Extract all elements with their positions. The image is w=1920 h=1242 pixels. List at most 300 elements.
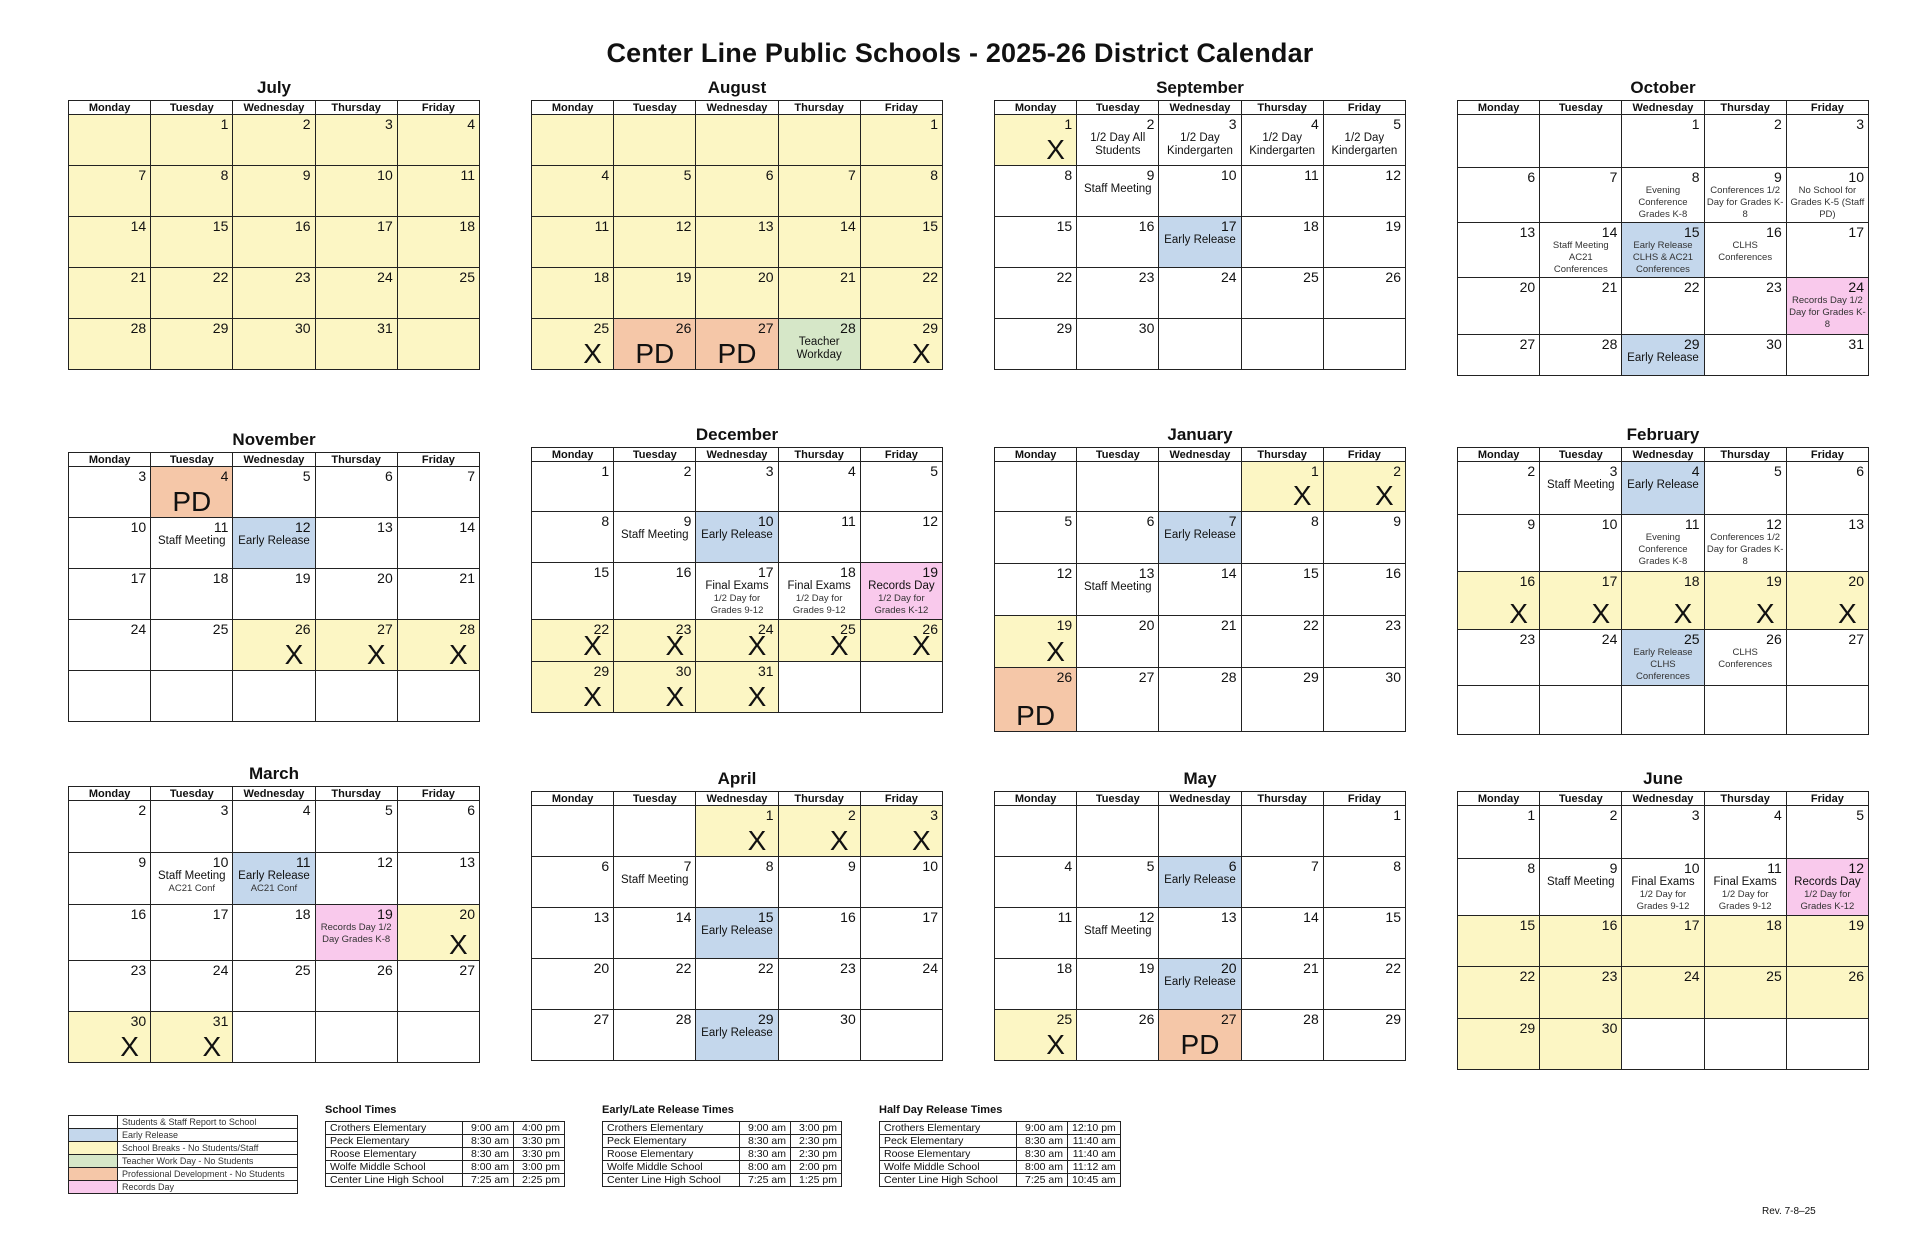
day-cell	[614, 806, 696, 857]
day-cell	[315, 467, 397, 518]
day-cell	[614, 563, 696, 620]
day-cell	[69, 217, 151, 268]
day-number: 9	[1527, 516, 1536, 532]
event-label: Staff Meeting	[1547, 479, 1615, 491]
day-cell	[1622, 630, 1704, 686]
weekday-header: Friday	[397, 101, 479, 115]
day-cell	[532, 115, 614, 166]
day-number: 16	[1385, 565, 1401, 581]
start-time: 8:30 am	[463, 1148, 514, 1161]
day-number: 19	[1138, 960, 1155, 976]
day-number: 4	[1773, 807, 1782, 823]
day-number: 6	[1228, 858, 1237, 874]
day-cell	[315, 905, 397, 961]
half-day-times-table	[879, 1104, 1121, 1187]
event-note: 1/2 Day for Grades K-12	[874, 593, 929, 616]
month-table	[994, 791, 1406, 1061]
day-cell	[397, 166, 479, 217]
weekday-header: Friday	[860, 448, 942, 462]
day-number: 7	[847, 167, 856, 183]
day-number: 12	[1848, 860, 1864, 876]
day-number: 18	[294, 906, 311, 922]
day-cell	[151, 671, 233, 722]
day-cell	[1159, 1010, 1241, 1061]
day-number: 7	[1310, 858, 1319, 874]
day-number: 26	[922, 621, 938, 637]
day-cell	[1622, 1019, 1704, 1070]
page-title: Center Line Public Schools - 2025-26 District Calendar	[606, 38, 1314, 68]
times-row	[326, 1135, 565, 1148]
school-times-table	[325, 1104, 565, 1187]
day-number: 24	[377, 269, 393, 285]
day-number: 25	[1056, 1011, 1073, 1027]
day-number: 29	[1056, 320, 1073, 336]
day-cell	[1622, 916, 1704, 967]
event-note: Early Release CLHS & AC21 Conferences	[1632, 240, 1694, 275]
month-june	[1457, 769, 1869, 1070]
day-cell	[69, 467, 151, 518]
day-number: 4	[1691, 463, 1700, 479]
day-number: 20	[1519, 279, 1536, 295]
month-may	[994, 769, 1406, 1061]
day-number: 16	[1519, 573, 1536, 589]
end-time: 10:45 am	[1068, 1174, 1121, 1187]
day-cell	[696, 217, 778, 268]
day-number: 17	[130, 570, 147, 586]
day-number: 9	[302, 167, 311, 183]
event-label: 1/2 Day Kindergarten	[1167, 132, 1233, 157]
day-number: 5	[683, 167, 692, 183]
day-cell	[1323, 217, 1405, 268]
day-number: 25	[840, 621, 856, 637]
day-number: 22	[1683, 279, 1700, 295]
month-september	[994, 78, 1406, 370]
times-row	[326, 1161, 565, 1174]
day-cell	[1540, 278, 1622, 335]
day-number: 20	[1138, 617, 1155, 633]
day-number: 7	[467, 468, 475, 484]
no-school-mark: X	[1046, 1029, 1065, 1060]
no-school-mark: X	[120, 1031, 139, 1062]
day-cell	[1704, 686, 1786, 735]
end-time: 2:25 pm	[514, 1174, 565, 1187]
day-number: 1	[220, 116, 229, 132]
day-cell	[1622, 168, 1704, 223]
day-cell	[532, 959, 614, 1010]
day-number: 27	[459, 962, 475, 978]
day-cell	[1540, 806, 1622, 859]
weekday-header: Friday	[1323, 448, 1405, 462]
revision-note: Rev. 7-8–25	[1762, 1206, 1816, 1217]
day-cell	[233, 115, 315, 166]
day-number: 5	[302, 468, 311, 484]
weekday-header: Thursday	[1241, 101, 1323, 115]
weekday-header: Thursday	[1241, 792, 1323, 806]
day-cell	[397, 467, 479, 518]
day-cell	[1323, 462, 1405, 512]
day-cell	[614, 662, 696, 713]
legend-swatch	[69, 1168, 118, 1181]
day-number: 20	[1848, 573, 1864, 589]
times-title: School Times	[325, 1104, 397, 1116]
times-row	[880, 1174, 1121, 1187]
day-cell	[397, 518, 479, 569]
pd-mark: PD	[717, 338, 757, 369]
day-number: 17	[922, 909, 938, 925]
month-table	[68, 786, 480, 1063]
times-row	[603, 1174, 842, 1187]
day-cell	[1323, 857, 1405, 908]
event-label: Staff Meeting	[1084, 183, 1152, 195]
day-cell	[1323, 564, 1405, 616]
day-cell	[995, 959, 1077, 1010]
day-number: 15	[593, 564, 610, 580]
weekday-header: Monday	[69, 787, 151, 801]
month-april	[531, 769, 943, 1061]
day-cell	[397, 217, 479, 268]
day-number: 22	[1303, 617, 1319, 633]
day-number: 26	[1138, 1011, 1155, 1027]
end-time: 3:30 pm	[514, 1148, 565, 1161]
day-number: 3	[1691, 807, 1700, 823]
day-number: 11	[460, 167, 475, 183]
day-number: 26	[1385, 269, 1401, 285]
day-number: 27	[593, 1011, 610, 1027]
month-table	[1457, 447, 1869, 735]
day-number: 17	[757, 564, 774, 580]
times-grid	[325, 1121, 565, 1187]
end-time: 11:12 am	[1068, 1161, 1121, 1174]
day-cell	[397, 268, 479, 319]
day-cell	[1323, 959, 1405, 1010]
day-number: 30	[840, 1011, 856, 1027]
event-note: Conferences 1/2 Day for Grades K-8	[1706, 532, 1784, 567]
day-number: 31	[377, 320, 393, 336]
day-cell	[860, 563, 942, 620]
day-number: 24	[757, 621, 774, 637]
day-cell	[315, 1012, 397, 1063]
day-cell	[1323, 166, 1405, 217]
weekday-header: Monday	[1458, 792, 1540, 806]
day-number: 22	[593, 621, 610, 637]
weekday-header: Friday	[1786, 448, 1868, 462]
start-time: 8:30 am	[740, 1135, 791, 1148]
day-number: 26	[377, 962, 393, 978]
day-cell	[1241, 166, 1323, 217]
day-number: 23	[1766, 279, 1782, 295]
day-number: 19	[1848, 917, 1864, 933]
day-cell	[1241, 564, 1323, 616]
day-number: 28	[1220, 669, 1237, 685]
day-number: 20	[757, 269, 774, 285]
day-number: 2	[1773, 116, 1782, 132]
day-cell	[532, 217, 614, 268]
event-label: Staff Meeting	[621, 874, 689, 886]
day-number: 4	[302, 802, 311, 818]
day-cell	[1704, 630, 1786, 686]
day-cell	[995, 166, 1077, 217]
day-number: 3	[1856, 116, 1864, 132]
event-label: 1/2 Day All Students	[1090, 132, 1146, 157]
day-cell	[1077, 115, 1159, 166]
day-cell	[315, 801, 397, 853]
day-number: 11	[841, 513, 856, 529]
month-table	[531, 447, 943, 713]
day-number: 22	[1519, 968, 1536, 984]
day-cell	[1458, 967, 1540, 1019]
day-number: 16	[1601, 917, 1618, 933]
day-number: 28	[459, 621, 475, 637]
day-cell	[233, 620, 315, 671]
day-cell	[532, 857, 614, 908]
day-number: 14	[840, 218, 856, 234]
day-cell	[315, 268, 397, 319]
day-number: 11	[213, 519, 229, 535]
month-table	[68, 100, 480, 370]
event-note: Records Day 1/2 Day for Grades K-8	[1789, 295, 1866, 330]
day-number: 8	[930, 167, 938, 183]
day-number: 16	[130, 906, 147, 922]
day-cell	[233, 905, 315, 961]
day-cell	[1458, 462, 1540, 515]
day-cell	[995, 268, 1077, 319]
day-number: 9	[1146, 167, 1155, 183]
day-cell	[860, 959, 942, 1010]
day-number: 7	[1609, 169, 1618, 185]
month-table	[68, 452, 480, 722]
day-number: 4	[847, 463, 856, 479]
day-number: 6	[1527, 169, 1536, 185]
day-number: 27	[1848, 631, 1864, 647]
weekday-header: Thursday	[315, 787, 397, 801]
end-time: 4:00 pm	[514, 1122, 565, 1135]
day-cell	[69, 620, 151, 671]
day-cell	[1786, 916, 1868, 967]
day-cell	[696, 908, 778, 959]
event-label: Early Release	[1164, 976, 1236, 988]
day-number: 14	[1601, 224, 1618, 240]
day-number: 31	[1848, 336, 1864, 352]
no-school-mark: X	[1509, 598, 1528, 629]
day-number: 3	[765, 463, 774, 479]
weekday-header: Friday	[860, 792, 942, 806]
day-cell	[1622, 859, 1704, 916]
day-cell	[614, 620, 696, 662]
day-number: 2	[683, 463, 692, 479]
end-time: 3:00 pm	[791, 1122, 842, 1135]
day-number: 1	[930, 116, 938, 132]
day-number: 21	[840, 269, 856, 285]
day-number: 23	[130, 962, 147, 978]
day-number: 5	[1146, 858, 1155, 874]
day-number: 19	[1766, 573, 1782, 589]
school-name: Roose Elementary	[880, 1148, 1017, 1161]
day-number: 13	[593, 909, 610, 925]
day-number: 22	[1385, 960, 1401, 976]
day-cell	[614, 908, 696, 959]
day-number: 6	[384, 468, 393, 484]
day-cell	[1458, 686, 1540, 735]
month-august	[531, 78, 943, 370]
day-cell	[696, 319, 778, 370]
day-number: 29	[1303, 669, 1319, 685]
weekday-header: Monday	[995, 101, 1077, 115]
day-number: 17	[212, 906, 229, 922]
month-name: October	[1630, 78, 1696, 97]
end-time: 2:30 pm	[791, 1148, 842, 1161]
day-cell	[315, 620, 397, 671]
day-cell	[1458, 806, 1540, 859]
end-time: 3:30 pm	[514, 1135, 565, 1148]
event-label: Staff Meeting	[1084, 925, 1152, 937]
event-label: Final Exams	[705, 580, 769, 592]
month-table	[1457, 791, 1869, 1070]
day-number: 3	[384, 116, 393, 132]
day-cell	[1786, 806, 1868, 859]
times-row	[880, 1122, 1121, 1135]
day-number: 25	[1303, 269, 1319, 285]
day-number: 2	[1609, 807, 1618, 823]
day-cell	[1159, 217, 1241, 268]
day-cell	[151, 268, 233, 319]
end-time: 2:00 pm	[791, 1161, 842, 1174]
event-label: Early Release	[1164, 874, 1236, 886]
start-time: 7:25 am	[740, 1174, 791, 1187]
day-number: 14	[130, 218, 147, 234]
day-number: 4	[1064, 858, 1073, 874]
day-number: 30	[1601, 1020, 1618, 1036]
school-name: Crothers Elementary	[603, 1122, 740, 1135]
event-label: Early Release	[1164, 529, 1236, 541]
day-cell	[1540, 859, 1622, 916]
day-cell	[1704, 115, 1786, 168]
day-number: 16	[840, 909, 856, 925]
day-cell	[397, 853, 479, 905]
legend-row	[69, 1168, 298, 1181]
school-name: Crothers Elementary	[326, 1122, 463, 1135]
day-number: 10	[377, 167, 393, 183]
day-cell	[696, 959, 778, 1010]
day-number: 10	[922, 858, 938, 874]
weekday-header: Thursday	[778, 792, 860, 806]
day-number: 7	[138, 167, 147, 183]
event-note: Early Release CLHS Conferences	[1633, 647, 1693, 682]
day-number: 12	[294, 519, 311, 535]
day-cell	[1540, 168, 1622, 223]
day-number: 22	[1056, 269, 1073, 285]
school-name: Center Line High School	[880, 1174, 1017, 1187]
event-note: CLHS Conferences	[1718, 647, 1773, 670]
day-cell	[1458, 115, 1540, 168]
event-note: CLHS Conferences	[1718, 240, 1773, 263]
day-number: 5	[930, 463, 938, 479]
day-cell	[151, 569, 233, 620]
start-time: 8:30 am	[740, 1148, 791, 1161]
weekday-header: Friday	[860, 101, 942, 115]
day-cell	[233, 801, 315, 853]
day-cell	[778, 959, 860, 1010]
day-cell	[614, 512, 696, 563]
day-number: 13	[459, 854, 475, 870]
day-cell	[1540, 115, 1622, 168]
month-november	[68, 430, 480, 722]
day-cell	[233, 569, 315, 620]
day-cell	[233, 671, 315, 722]
day-number: 31	[757, 663, 774, 679]
start-time: 7:25 am	[463, 1174, 514, 1187]
day-number: 23	[294, 269, 311, 285]
day-number: 23	[1519, 631, 1536, 647]
day-cell	[1241, 319, 1323, 370]
day-number: 25	[593, 320, 610, 336]
day-cell	[860, 268, 942, 319]
day-number: 19	[1385, 218, 1401, 234]
day-cell	[69, 1012, 151, 1063]
month-name: March	[248, 764, 300, 783]
day-cell	[1704, 335, 1786, 376]
day-cell	[397, 671, 479, 722]
day-number: 16	[1138, 218, 1155, 234]
day-number: 11	[296, 854, 311, 870]
day-cell	[1458, 278, 1540, 335]
day-cell	[315, 115, 397, 166]
day-cell	[1241, 462, 1323, 512]
weekday-header: Wednesday	[1159, 792, 1241, 806]
weekday-header: Friday	[1323, 101, 1405, 115]
day-cell	[233, 518, 315, 569]
day-cell	[532, 806, 614, 857]
day-cell	[397, 905, 479, 961]
day-cell	[1323, 268, 1405, 319]
day-number: 29	[1683, 336, 1700, 352]
day-number: 20	[593, 960, 610, 976]
day-cell	[1077, 857, 1159, 908]
day-cell	[315, 569, 397, 620]
school-name: Wolfe Middle School	[326, 1161, 463, 1174]
day-number: 24	[1848, 279, 1864, 295]
weekday-header: Friday	[1786, 101, 1868, 115]
day-cell	[614, 217, 696, 268]
day-number: 11	[1685, 516, 1700, 532]
day-cell	[995, 616, 1077, 668]
day-number: 19	[675, 269, 692, 285]
day-number: 30	[130, 1013, 147, 1029]
day-cell	[151, 166, 233, 217]
day-cell	[233, 1012, 315, 1063]
day-cell	[860, 1010, 942, 1061]
weekday-header: Wednesday	[233, 787, 315, 801]
day-number: 3	[930, 807, 938, 823]
day-number: 11	[594, 218, 610, 234]
day-number: 16	[1766, 224, 1782, 240]
event-label: Early Release	[701, 529, 773, 541]
event-label: Teacher Workday	[796, 336, 842, 361]
no-school-mark: X	[284, 639, 304, 670]
day-cell	[778, 662, 860, 713]
day-number: 25	[212, 621, 229, 637]
day-cell	[1458, 515, 1540, 572]
pd-mark: PD	[1180, 1029, 1220, 1060]
day-cell	[532, 908, 614, 959]
day-cell	[1077, 668, 1159, 732]
no-school-mark: X	[1755, 598, 1775, 629]
no-school-mark: X	[747, 630, 767, 661]
day-number: 6	[467, 802, 475, 818]
day-number: 4	[220, 468, 229, 484]
day-cell	[1159, 319, 1241, 370]
legend-row	[69, 1181, 298, 1194]
school-name: Center Line High School	[603, 1174, 740, 1187]
